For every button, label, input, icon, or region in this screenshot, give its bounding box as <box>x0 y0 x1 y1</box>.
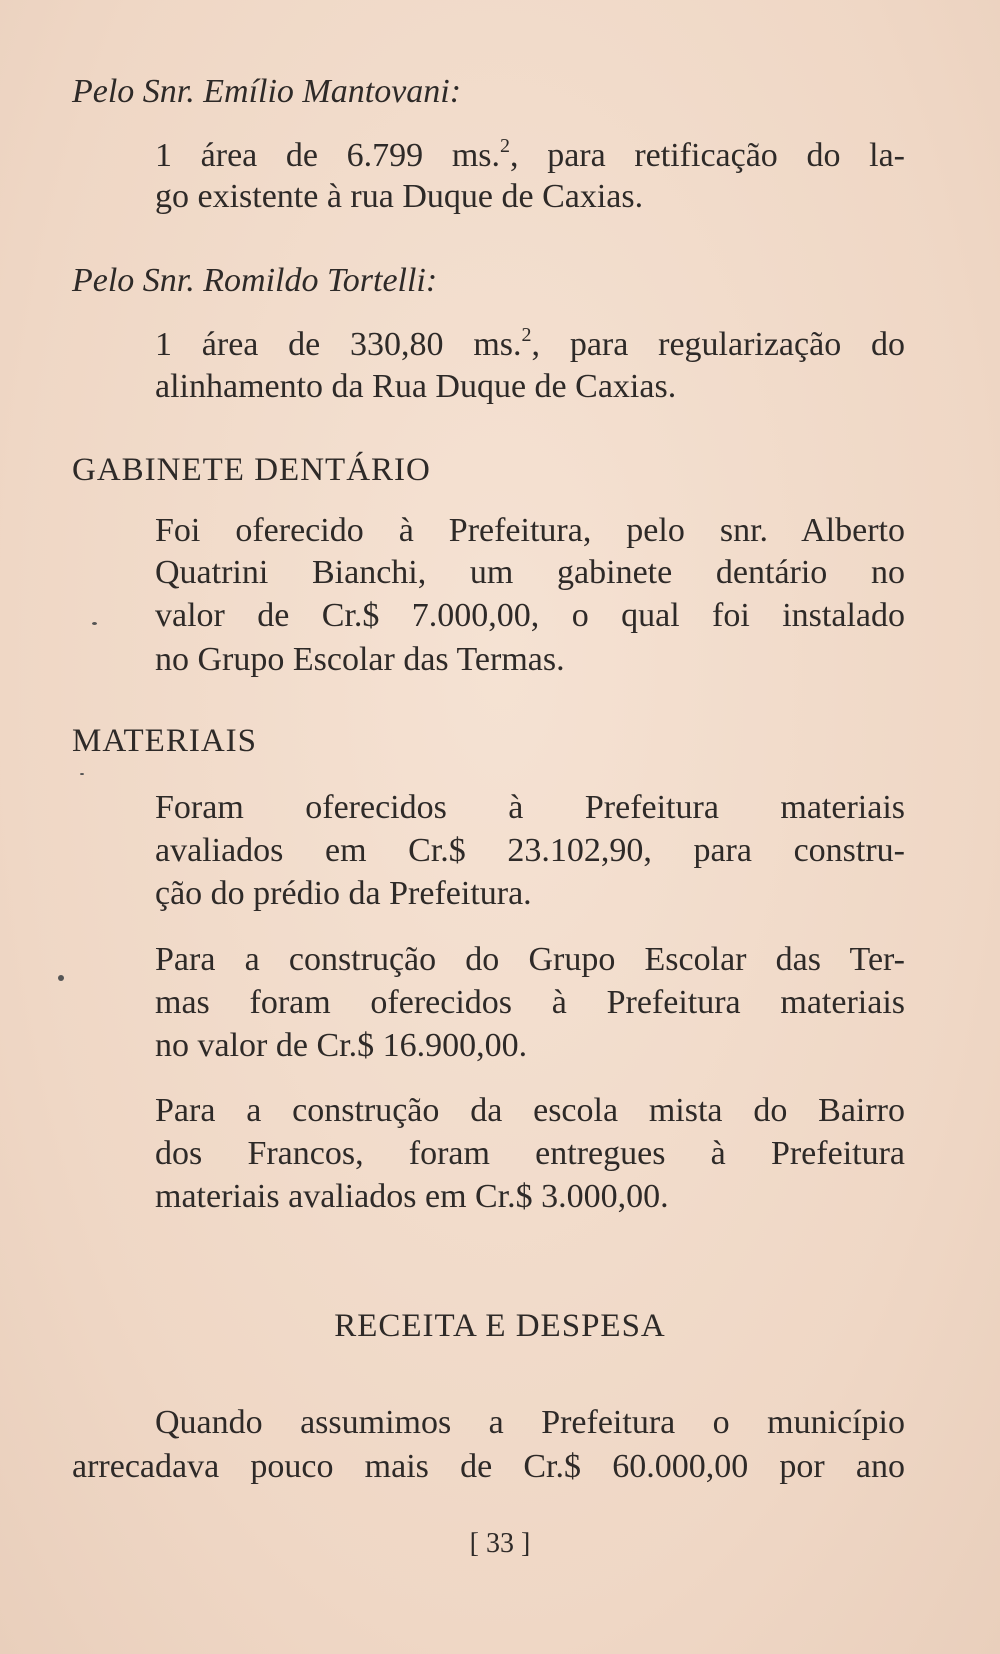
ink-speck <box>58 975 64 981</box>
materiais-p2-line-1: Para a construção do Grupo Escolar das Ter- <box>155 941 905 978</box>
mantovani-line-1: 1 área de 6.799 ms.$^2$, para retificação do la- <box>155 134 905 174</box>
materiais-p3-line-1: Para a construção da escola mista do Bairro <box>155 1092 905 1129</box>
receita-line-1: Quando assumimos a Prefeitura o município <box>155 1404 905 1441</box>
receita-line-2: arrecadava pouco mais de Cr.$ 60.000,00 por ano <box>72 1448 905 1485</box>
ink-speck <box>92 622 97 625</box>
gabinete-line-3: valor de Cr.$ 7.000,00, o qual foi instalado <box>155 597 905 634</box>
gabinete-line-2: Quatrini Bianchi, um gabinete dentário no <box>155 554 905 591</box>
page-number: [ 33 ] <box>469 1528 531 1559</box>
heading-materiais: MATERIAIS <box>72 723 258 759</box>
materiais-p2-line-2: mas foram oferecidos à Prefeitura materiais <box>155 984 905 1021</box>
materiais-p1-line-2: avaliados em Cr.$ 23.102,90, para constru- <box>155 832 905 869</box>
materiais-p3-line-2: dos Francos, foram entregues à Prefeitura <box>155 1135 905 1172</box>
heading-receita-e-despesa: RECEITA E DESPESA <box>334 1308 666 1344</box>
gabinete-line-1: Foi oferecido à Prefeitura, pelo snr. Alberto <box>155 512 905 549</box>
tortelli-line-2: alinhamento da Rua Duque de Caxias. <box>155 368 677 405</box>
tortelli-line-1: 1 área de 330,80 ms.$^2$, para regularização do <box>155 323 905 363</box>
materiais-p3-line-3: materiais avaliados em Cr.$ 3.000,00. <box>155 1178 669 1215</box>
mantovani-line-2: go existente à rua Duque de Caxias. <box>155 178 644 215</box>
materiais-p1-line-1: Foram oferecidos à Prefeitura materiais <box>155 789 905 826</box>
ink-speck <box>80 773 84 775</box>
heading-gabinete-dentario: GABINETE DENTÁRIO <box>72 452 431 488</box>
materiais-p2-line-3: no valor de Cr.$ 16.900,00. <box>155 1027 528 1064</box>
materiais-p1-line-3: ção do prédio da Prefeitura. <box>155 875 532 912</box>
gabinete-line-4: no Grupo Escolar das Termas. <box>155 641 565 678</box>
donor-label-tortelli: Pelo Snr. Romildo Tortelli: <box>72 262 438 299</box>
donor-label-mantovani: Pelo Snr. Emílio Mantovani: <box>72 73 462 110</box>
